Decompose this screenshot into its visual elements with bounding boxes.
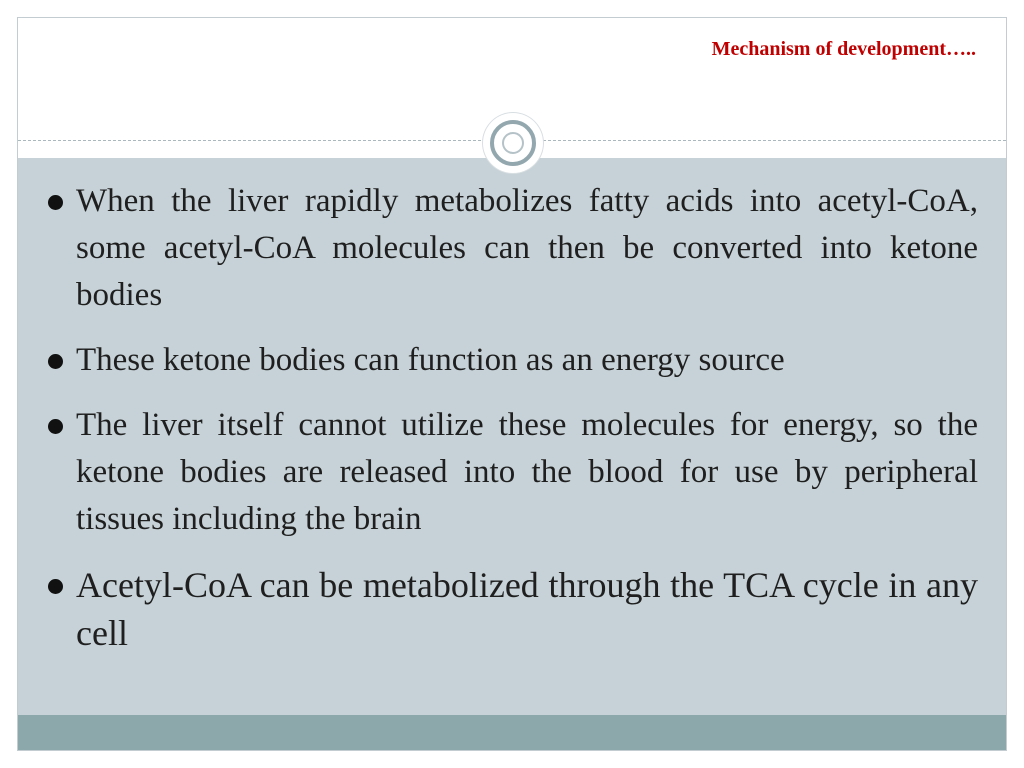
bullet-dot-icon bbox=[48, 195, 63, 210]
footer-band bbox=[18, 715, 1006, 750]
bullet-text: The liver itself cannot utilize these molecules for energy, so the ketone bodies are released into the blood for use by peripheral tissues including the brain bbox=[76, 407, 978, 537]
content-panel bbox=[18, 158, 1006, 715]
bullet-text: These ketone bodies can function as an energy source bbox=[76, 342, 785, 378]
bullet-dot-icon bbox=[48, 354, 63, 369]
bullet-item bbox=[46, 337, 978, 384]
circle-ornament-icon bbox=[483, 113, 543, 173]
slide bbox=[17, 17, 1007, 751]
bullet-item bbox=[46, 561, 978, 657]
slide-title: Mechanism of development….. bbox=[711, 38, 976, 60]
ornament-inner-ring bbox=[502, 132, 524, 154]
bullet-text: Acetyl-CoA can be metabolized through the TCA cycle in any cell bbox=[76, 565, 978, 653]
bullet-item bbox=[46, 402, 978, 543]
bullet-text: When the liver rapidly metabolizes fatty acids into acetyl-CoA, some acetyl-CoA molecules can then be converted into ketone bodies bbox=[76, 183, 978, 313]
ornament-ring bbox=[490, 120, 536, 166]
bullet-dot-icon bbox=[48, 579, 63, 594]
bullet-dot-icon bbox=[48, 419, 63, 434]
bullet-item bbox=[46, 178, 978, 319]
bullet-list bbox=[46, 178, 978, 657]
